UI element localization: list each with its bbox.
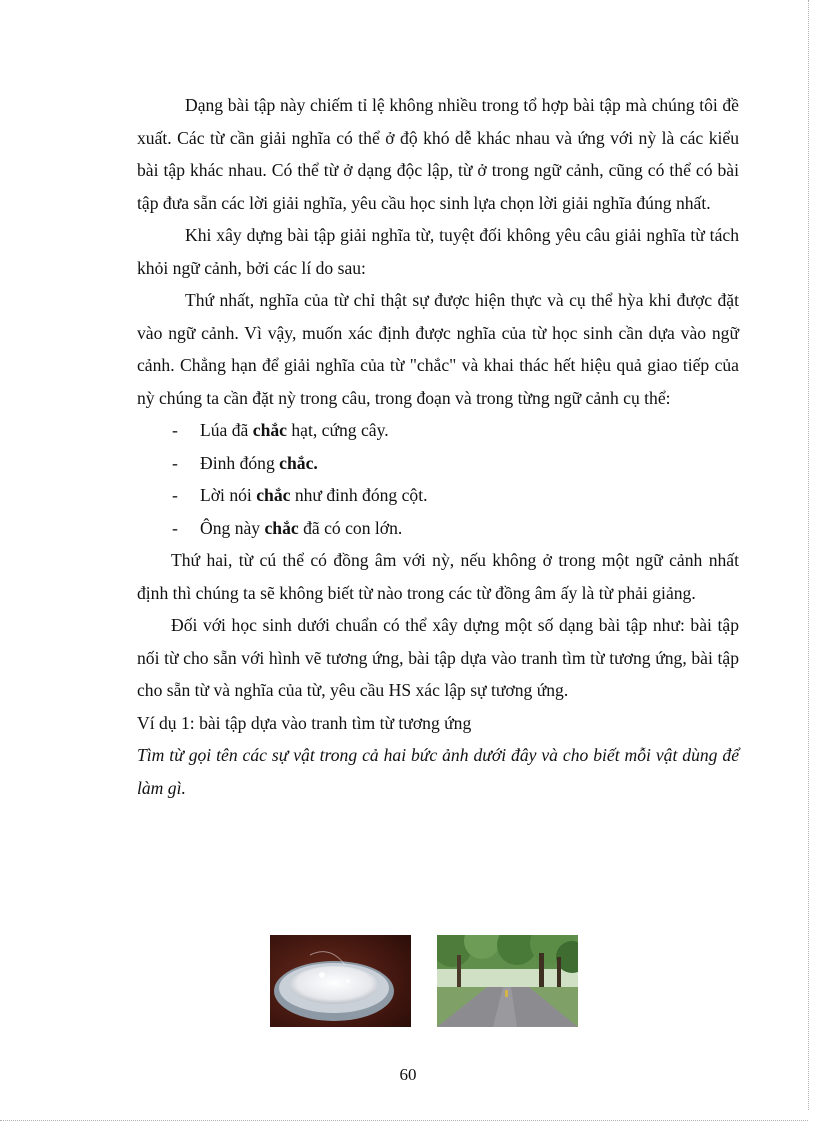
document-body: [137, 89, 739, 804]
example-keyword: chắc: [252, 420, 287, 440]
example-keyword: chắc: [256, 485, 291, 505]
page-border-right: [808, 0, 809, 1110]
example-text-before: Ông này: [200, 517, 265, 538]
page-border-bottom: [0, 1120, 808, 1121]
example-text-after: đã có con lớn.: [298, 517, 403, 538]
example-text-before: Đinh đóng: [200, 452, 280, 473]
list-item: [137, 512, 739, 545]
list-item: [137, 447, 739, 480]
list-item: [137, 479, 739, 512]
exercise-instruction: Tìm từ gọi tên các sự vật trong cả hai bức ảnh dưới đây và cho biết mỗi vật dùng để làm gì.: [137, 745, 739, 798]
example-keyword: chắc.: [279, 452, 318, 473]
example-text-after: như đinh đóng cột.: [290, 485, 428, 505]
example-text-before: Lúa đã: [200, 420, 253, 440]
salt-bowl-photo: [270, 935, 411, 1027]
list-dash: -: [172, 485, 178, 505]
example-list: [137, 414, 739, 544]
list-dash: -: [172, 517, 178, 538]
list-dash: -: [172, 452, 178, 473]
paragraph-5: Đối với học sinh dưới chuẩn có thể xây dựng một số dạng bài tập như: bài tập nối từ cho sẵn với hình vẽ tương ứng, bài tập dựa vào tranh tìm từ tương ứng, bài tập cho sẵn từ và nghĩa của từ, yêu cầu HS xác lập sự tương ứng.: [137, 615, 739, 700]
paragraph-2: Khi xây dựng bài tập giải nghĩa từ, tuyệt đối không yêu câu giải nghĩa từ tách khỏi ngữ cảnh, bởi các lí do sau:: [137, 225, 739, 278]
page-number: 60: [399, 1065, 417, 1084]
example-text-before: Lời nói: [200, 485, 257, 505]
list-dash: -: [172, 420, 178, 440]
list-item: [137, 414, 739, 447]
example-text-after: hạt, cứng cây.: [286, 420, 389, 440]
paragraph-4: Thứ hai, từ cú thể có đồng âm với nỳ, nếu không ở trong một ngữ cảnh nhất định thì chúng ta sẽ không biết từ nào trong các từ đồng âm ấy là từ phải giảng.: [137, 550, 739, 603]
paragraph-1: Dạng bài tập này chiếm tỉ lệ không nhiều trong tổ hợp bài tập mà chúng tôi đề xuất. Các từ cần giải nghĩa có thể ở độ khó dễ khác nhau và ứng với nỳ là các kiểu bài tập khác nhau. Có thể từ ở dạng độc lập, từ ở trong ngữ cảnh, cũng có thể có bài tập đưa sẵn các lời giải nghĩa, yêu cầu học sinh lựa chọn lời giải nghĩa đúng nhất.: [137, 95, 739, 213]
example-keyword: chắc: [264, 517, 299, 538]
tree-lined-road-photo: [437, 935, 578, 1027]
paragraph-3: Thứ nhất, nghĩa của từ chỉ thật sự được hiện thực và cụ thể hỳa khi được đặt vào ngữ cảnh. Vì vậy, muốn xác định được nghĩa của từ học sinh cần dựa vào ngữ cảnh. Chẳng hạn để giải nghĩa của từ "chắc" và khai thác hết hiệu quả giao tiếp của nỳ chúng ta cần đặt nỳ trong câu, trong đoạn và trong từng ngữ cảnh cụ thể:: [137, 290, 739, 408]
photo-row: [270, 935, 700, 1027]
example-title: Ví dụ 1: bài tập dựa vào tranh tìm từ tương ứng: [137, 712, 472, 733]
